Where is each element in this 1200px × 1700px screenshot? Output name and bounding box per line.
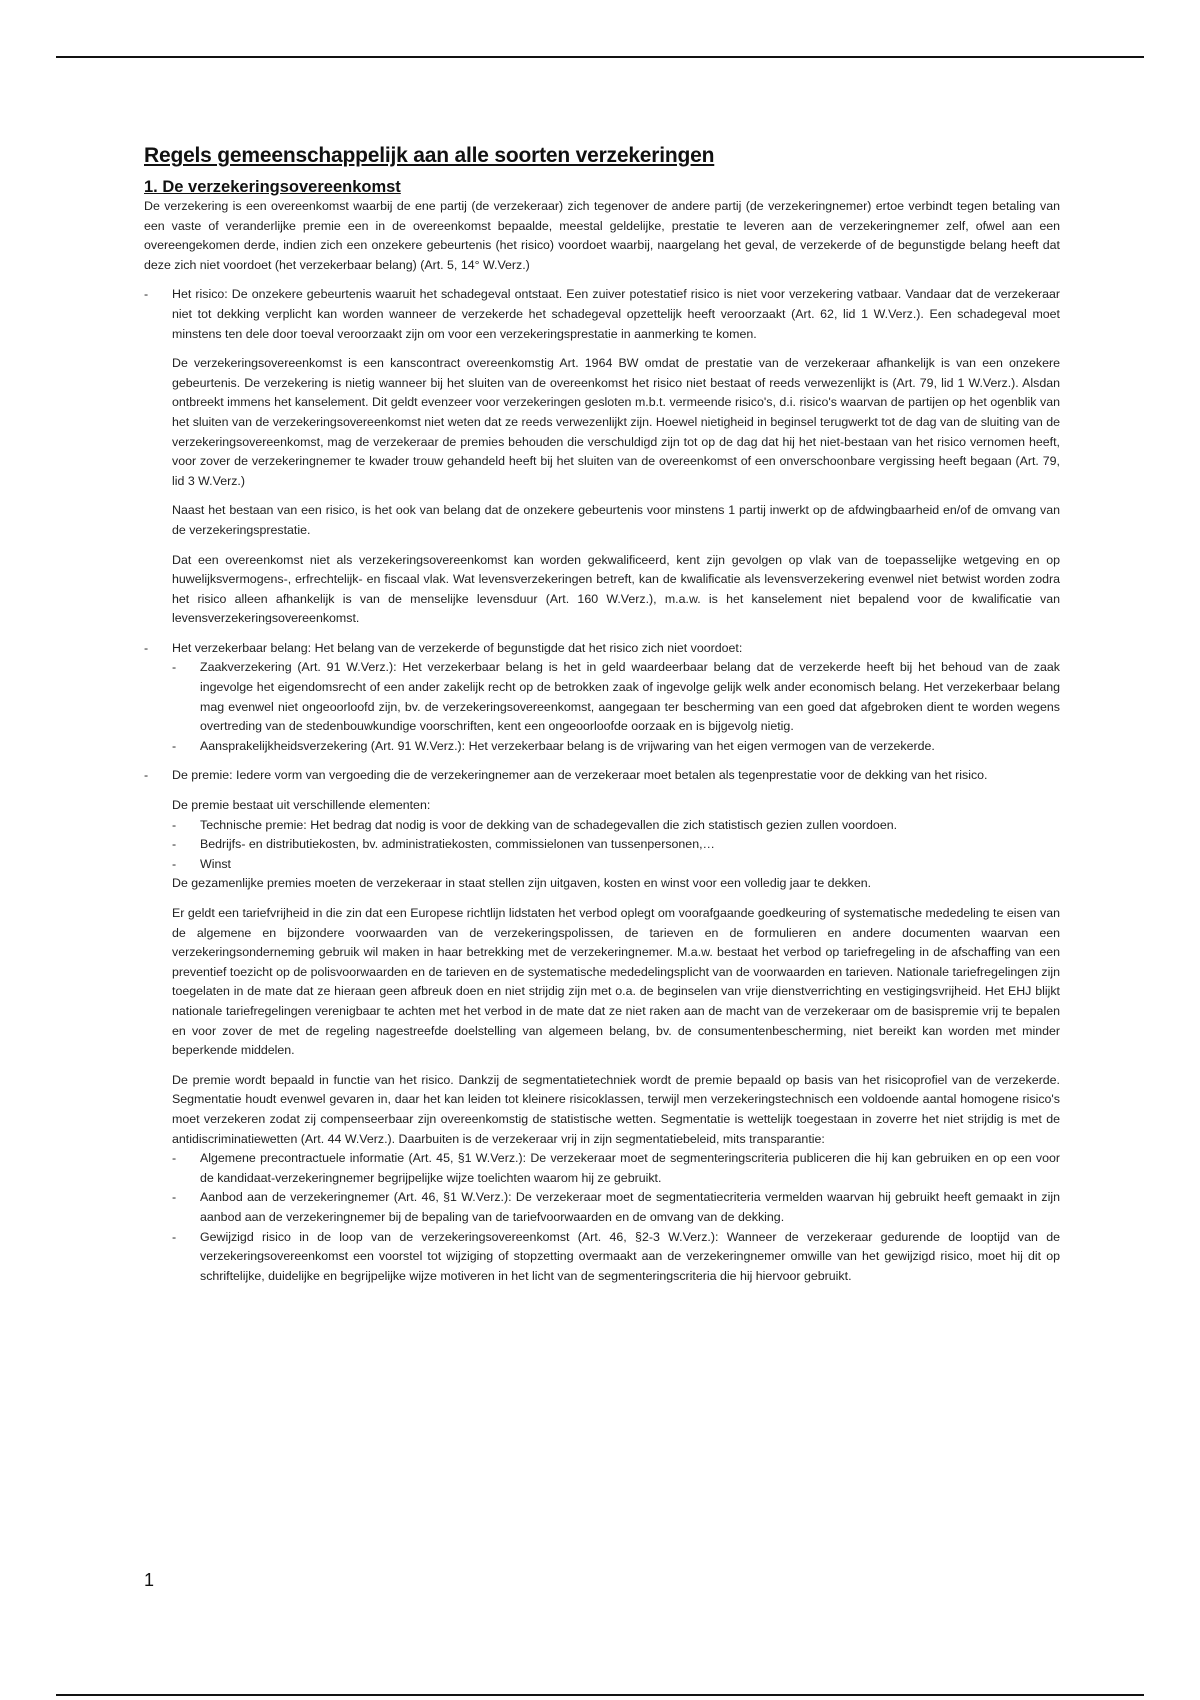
belang-item: - Zaakverzekering (Art. 91 W.Verz.): Het verzekerbaar belang is het in geld waardeerbaar belang dat de verzekerde heeft bij het behoud van de zaak ingevolge het eigendomsrecht of een ander zakelijk recht op de betrokken zaak of ingevolge gelijk welk ander economisch belang. Het verzekerbaar belang mag evenwel niet ongeoorloofd zijn, bv. de verzekeringsovereenkomst, aangegaan ter bescherming van een goed dat afgebroken dient te worden wegens overtreding van de stedenbouwkundige voorschriften, kent een ongeoorloofde oorzaak en is bijgevolg nietig.	[172, 658, 1060, 736]
premie-elements-after: De gezamenlijke premies moeten de verzekeraar in staat stellen zijn uitgaven, kosten en winst voor een volledig jaar te dekken.	[172, 876, 872, 891]
belang-item: - Aansprakelijkheidsverzekering (Art. 91 W.Verz.): Het verzekerbaar belang is de vrijwaring van het eigen vermogen van de verzekerde.	[172, 737, 1060, 757]
list-item-belang	[144, 639, 1060, 757]
premie-paragraph-3: De premie wordt bepaald in functie van het risico. Dankzij de segmentatietechniek wordt de premie bepaald op basis van het risicoprofiel van de verzekerde. Segmentatie houdt evenwel gevaren in, daar het kan leiden tot kleinere risicoklassen, terwijl men verzekeringstechnisch een voldoende aantal homogene risico's moet verzekeren zodat zij compenseerbaar zijn overeenkomstig de statistische wetten. Segmentatie is wettelijk toegestaan in zoverre het niet strijdig is met de antidiscriminatiewetten (Art. 44 W.Verz.). Daarbuiten is de verzekeraar vrij in zijn segmentatiebeleid, mits transparantie:	[172, 1072, 1060, 1146]
premie-paragraph-1: - De premie: Iedere vorm van vergoeding die de verzekeringnemer aan de verzekeraar moet betalen als tegenprestatie voor de dekking van het risico.	[172, 768, 988, 783]
premie-element: - Bedrijfs- en distributiekosten, bv. administratiekosten, commissielonen van tussenpersonen,…	[172, 835, 1060, 855]
premie-elements-list	[172, 816, 1060, 875]
belang-intro: - Het verzekerbaar belang: Het belang van de verzekerde of begunstigde dat het risico zich niet voordoet:	[172, 640, 743, 655]
main-list	[144, 285, 1060, 1286]
risico-paragraph-1: - Het risico: De onzekere gebeurtenis waaruit het schadegeval ontstaat. Een zuiver potestatief risico is niet voor verzekering vatbaar. Vandaar dat de verzekeraar niet tot dekking verplicht kan worden wanneer de verzekerde het schadegeval opzettelijk heeft veroorzaakt (Art. 62, lid 1 W.Verz.). Een schadegeval moet minstens ten dele door toeval veroorzaakt zijn om voor een verzekeringsprestatie in aanmerking te komen.	[172, 287, 1060, 341]
belang-sublist	[172, 658, 1060, 756]
risico-paragraph-2: De verzekeringsovereenkomst is een kanscontract overeenkomstig Art. 1964 BW omdat de prestatie van de verzekeraar afhankelijk is van een onzekere gebeurtenis. De verzekering is nietig wanneer bij het sluiten van de overeenkomst het risico niet bestaat of reeds verwezenlijkt is (Art. 79, lid 1 W.Verz.). Alsdan ontbreekt immens het kanselement. Dit geldt evenzeer voor verzekeringen gesloten m.b.t. vermeende risico's, d.i. risico's waarvan de partijen op het ogenblik van het sluiten van de verzekeringsovereenkomst niet weten dat ze reeds verwezenlijkt zijn. Hoewel nietigheid in beginsel terugwerkt tot de dag van de sluiting van de verzekeringsovereenkomst, mag de verzekeraar de premies behouden die verschuldigd zijn tot op de dag dat hij het niet-bestaan van het risico vernomen heeft, voor zover de verzekeringnemer te kwader trouw gehandeld heeft bij het sluiten van de overeenkomst of een onverschoonbare vergissing heeft begaan (Art. 79, lid 3 W.Verz.)	[172, 356, 1060, 488]
risico-paragraph-4: Dat een overeenkomst niet als verzekeringsovereenkomst kan worden gekwalificeerd, kent zijn gevolgen op vlak van de toepasselijke wetgeving en op huwelijksvermogens-, erfrechtelijk- en fiscaal vlak. Wat levensverzekeringen betreft, kan de kwalificatie als levensverzekering evenwel niet betwist worden zodra het risico alleen afhankelijk is van de menselijke levensduur (Art. 160 W.Verz.), m.a.w. is het kanselement niet bepalend voor de kwalificatie van levensverzekeringsovereenkomst.	[172, 552, 1060, 626]
page-number: 1	[144, 1570, 155, 1590]
transparantie-item: - Algemene precontractuele informatie (Art. 45, §1 W.Verz.): De verzekeraar moet de segmenteringscriteria publiceren die hij kan gebruiken en op een voor de kandidaat-verzekeringnemer begrijpelijke wijze toelichten waarom hij ze gebruikt.	[172, 1149, 1060, 1188]
document-body	[144, 144, 1060, 1296]
premie-element: - Winst	[172, 855, 1060, 875]
list-item-premie	[144, 766, 1060, 1286]
transparantie-list	[172, 1149, 1060, 1286]
transparantie-item: - Aanbod aan de verzekeringnemer (Art. 46, §1 W.Verz.): De verzekeraar moet de segmentatiecriteria vermelden waarvan hij gebruikt heeft gemaakt in zijn aanbod aan de verzekeringnemer bij de bepaling van de tariefvoorwaarden en de omvang van de dekking.	[172, 1188, 1060, 1227]
premie-elements-intro: De premie bestaat uit verschillende elementen:	[172, 798, 431, 813]
intro-paragraph: De verzekering is een overeenkomst waarbij de ene partij (de verzekeraar) zich tegenover de andere partij (de verzekeringnemer) ertoe verbindt tegen betaling van een vaste of veranderlijke premie een in de overeenkomst bepaalde, meestal geldelijke, prestatie te leveren aan de verzekeringnemer zelf, ofwel aan een overeengekomen derde, indien zich een onzekere gebeurtenis (het risico) voordoet waarbij, naargelang het geval, de verzekerde of de begunstigde belang heeft dat deze zich niet voordoet (het verzekerbaar belang) (Art. 5, 14° W.Verz.)	[144, 199, 1060, 272]
header-rule	[56, 56, 1144, 58]
section-heading: 1. De verzekeringsovereenkomst	[144, 178, 401, 196]
list-item-risico	[144, 285, 1060, 629]
premie-element: - Technische premie: Het bedrag dat nodig is voor de dekking van de schadegevallen die zich statistisch gezien zullen voordoen.	[172, 816, 1060, 836]
transparantie-item: - Gewijzigd risico in de loop van de verzekeringsovereenkomst (Art. 46, §2-3 W.Verz.): Wanneer de verzekeraar gedurende de looptijd van de verzekeringsovereenkomst een voorstel tot wijziging of stopzetting overmaakt aan de verzekeringnemer omwille van het gewijzigd risico, moet hij dit op schriftelijke, duidelijke en begrijpelijke wijze motiveren in het licht van de segmenteringscriteria die hij hiervoor gebruikt.	[172, 1228, 1060, 1287]
premie-paragraph-2: Er geldt een tariefvrijheid in die zin dat een Europese richtlijn lidstaten het verbod oplegt om voorafgaande goedkeuring of systematische mededeling te eisen van de algemene en bijzondere voorwaarden van de verzekeringspolissen, de tarieven en de formulieren en andere documenten waarvan een verzekeringsonderneming gebruik wil maken in haar betrekking met de verzekeringnemer. M.a.w. bestaat het verbod op tariefregeling in de afschaffing van een preventief toezicht op de polisvoorwaarden en de tarieven en de systematische mededelingsplicht van de voorwaarden en tarieven. Nationale tariefregelingen zijn toegelaten in de mate dat ze hieraan geen afbreuk doen en niet strijdig zijn met o.a. de beginselen van vrije dienstverrichting en vestigingsvrijheid. Het EHJ blijkt nationale tariefregelingen verenigbaar te achten met het verbod in de mate dat ze niet raken aan de macht van de verzekeraar om de basispremie vrij te bepalen en voor zover de met de regeling nagestreefde doelstelling van algemeen belang, bv. de consumentenbescherming, niet bereikt kan worden met minder beperkende middelen.	[172, 906, 1060, 1058]
footer-rule	[56, 1694, 1144, 1696]
risico-paragraph-3: Naast het bestaan van een risico, is het ook van belang dat de onzekere gebeurtenis voor minstens 1 partij inwerkt op de afdwingbaarheid en/of de omvang van de verzekeringsprestatie.	[172, 503, 1060, 537]
document-title: Regels gemeenschappelijk aan alle soorten verzekeringen	[144, 144, 715, 167]
